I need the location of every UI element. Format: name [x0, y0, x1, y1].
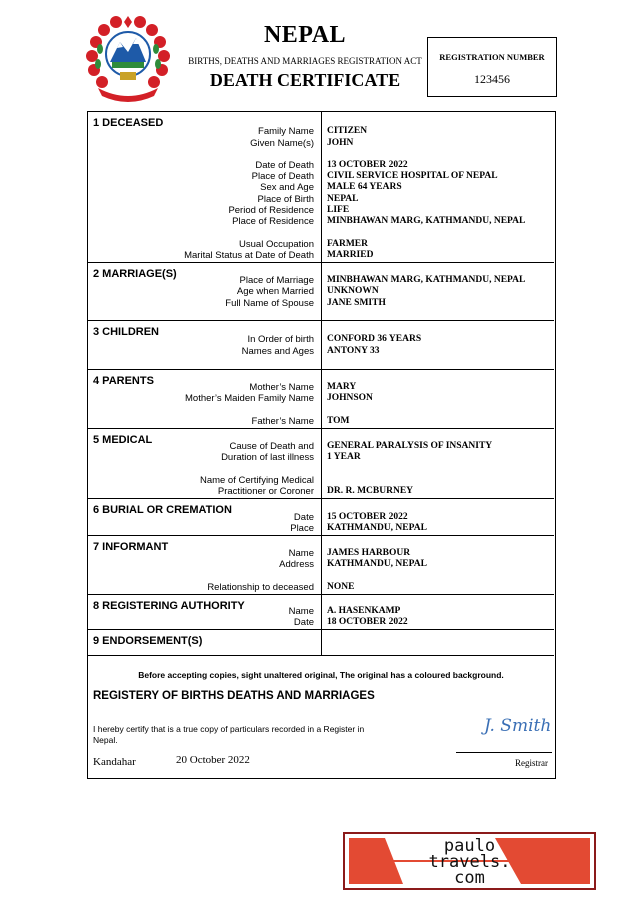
section-parents: [88, 370, 554, 429]
original-notice: Before accepting copies, sight unaltered original, The original has a coloured background.: [138, 670, 504, 680]
field-label: Date: [293, 512, 314, 523]
field-value: JANE SMITH: [327, 298, 386, 308]
registrar-label: Registrar: [515, 758, 548, 768]
field-value: DR. R. MCBURNEY: [327, 486, 414, 496]
section-title: 3 CHILDREN: [93, 326, 160, 338]
certificate-title: DEATH CERTIFICATE: [209, 70, 401, 90]
field-label: Place of Death: [251, 171, 314, 182]
field-value: 1 YEAR: [327, 452, 361, 462]
issue-date: 20 October 2022: [176, 754, 250, 766]
registry-title: REGISTERY OF BIRTHS DEATHS AND MARRIAGES: [93, 690, 375, 702]
field-value: MARY: [327, 382, 357, 392]
field-label: In Order of birth: [247, 334, 314, 345]
field-label: Date of Death: [255, 160, 314, 171]
field-value: MALE 64 YEARS: [327, 182, 402, 192]
field-value: 18 OCTOBER 2022: [327, 617, 408, 627]
field-label: Father’s Name: [251, 416, 314, 427]
field-value: TOM: [327, 416, 350, 426]
field-label: Relationship to deceased: [207, 582, 314, 593]
section-informant: [88, 536, 554, 595]
field-label: Sex and Age: [260, 182, 314, 193]
section-endorsements: [88, 630, 554, 656]
section-title: 5 MEDICAL: [93, 434, 153, 446]
field-value: CITIZEN: [327, 126, 368, 136]
field-value: LIFE: [327, 205, 350, 215]
section-title: 8 REGISTERING AUTHORITY: [93, 600, 245, 612]
issue-place: Kandahar: [93, 756, 136, 768]
field-label: Family Name: [258, 126, 314, 137]
logo-line-1: paulo: [443, 836, 496, 856]
logo-line-2: travels.: [428, 852, 511, 872]
field-label: Address: [279, 559, 314, 570]
section-title: 6 BURIAL OR CREMATION: [93, 504, 232, 516]
field-label: Name: [288, 606, 314, 617]
field-value: CIVIL SERVICE HOSPITAL OF NEPAL: [327, 171, 498, 181]
section-title: 7 INFORMANT: [93, 541, 169, 553]
field-label: Marital Status at Date of Death: [184, 250, 314, 261]
field-value: CONFORD 36 YEARS: [327, 334, 422, 344]
signature-line: [456, 752, 552, 753]
section-marriages: [88, 263, 554, 321]
field-value: 15 OCTOBER 2022: [327, 512, 408, 522]
certificate-frame: [87, 111, 556, 779]
field-value: GENERAL PARALYSIS OF INSANITY: [327, 441, 493, 451]
act-title: BIRTHS, DEATHS AND MARRIAGES REGISTRATION ACT: [188, 56, 422, 66]
field-label: Name: [288, 548, 314, 559]
field-value: FARMER: [327, 239, 368, 249]
section-title: 1 DECEASED: [93, 117, 164, 129]
section-title: 4 PARENTS: [93, 375, 154, 387]
field-label: Date: [293, 617, 314, 628]
field-value: MINBHAWAN MARG, KATHMANDU, NEPAL: [327, 216, 526, 226]
field-label: Mother’s Maiden Family Name: [185, 393, 314, 404]
field-value: UNKNOWN: [327, 286, 379, 296]
section-title: 9 ENDORSEMENT(S): [93, 635, 203, 647]
section-medical: [88, 429, 554, 499]
field-label: Place of Residence: [232, 216, 314, 227]
section-title: 2 MARRIAGE(S): [93, 268, 177, 280]
field-label: Place: [290, 523, 314, 534]
field-label: Name of Certifying Medical: [199, 475, 314, 486]
section-children: [88, 321, 554, 370]
registration-label: REGISTRATION NUMBER: [439, 52, 545, 62]
field-value: MARRIED: [327, 250, 374, 260]
registrar-signature: J. Smith: [484, 716, 552, 736]
field-label: Practitioner or Coroner: [217, 486, 314, 497]
field-label: Usual Occupation: [239, 239, 314, 250]
paulo-travels-logo: [343, 832, 596, 890]
field-value: KATHMANDU, NEPAL: [327, 523, 427, 533]
field-value: JOHNSON: [327, 393, 373, 403]
country-title: NEPAL: [263, 22, 347, 48]
field-value: NEPAL: [327, 194, 359, 204]
section-deceased: [88, 112, 554, 263]
field-label: Place of Birth: [257, 194, 314, 205]
section-registering-authority: [88, 595, 554, 630]
field-label: Mother’s Name: [249, 382, 314, 393]
field-label: Given Name(s): [250, 138, 314, 149]
logo-line-3: com: [454, 868, 485, 888]
field-label: Duration of last illness: [221, 452, 314, 463]
field-value: JAMES HARBOUR: [327, 548, 411, 558]
field-value: A. HASENKAMP: [327, 606, 401, 616]
field-value: JOHN: [327, 138, 354, 148]
field-label: Cause of Death and: [229, 441, 314, 452]
section-burial: [88, 499, 554, 536]
field-value: KATHMANDU, NEPAL: [327, 559, 427, 569]
registration-box: [427, 37, 557, 97]
field-label: Names and Ages: [241, 346, 314, 357]
field-label: Period of Residence: [228, 205, 314, 216]
certification-text: I hereby certify that is a true copy of particulars recorded in a Register in Nepal.: [93, 724, 365, 745]
field-label: Full Name of Spouse: [225, 298, 314, 309]
field-value: 13 OCTOBER 2022: [327, 160, 408, 170]
field-label: Place of Marriage: [239, 275, 314, 286]
registration-number: 123456: [474, 72, 510, 86]
nepal-emblem-icon: [84, 14, 172, 104]
field-value: MINBHAWAN MARG, KATHMANDU, NEPAL: [327, 275, 526, 285]
field-label: Age when Married: [236, 286, 314, 297]
field-value: ANTONY 33: [327, 346, 380, 356]
field-value: NONE: [327, 582, 355, 592]
